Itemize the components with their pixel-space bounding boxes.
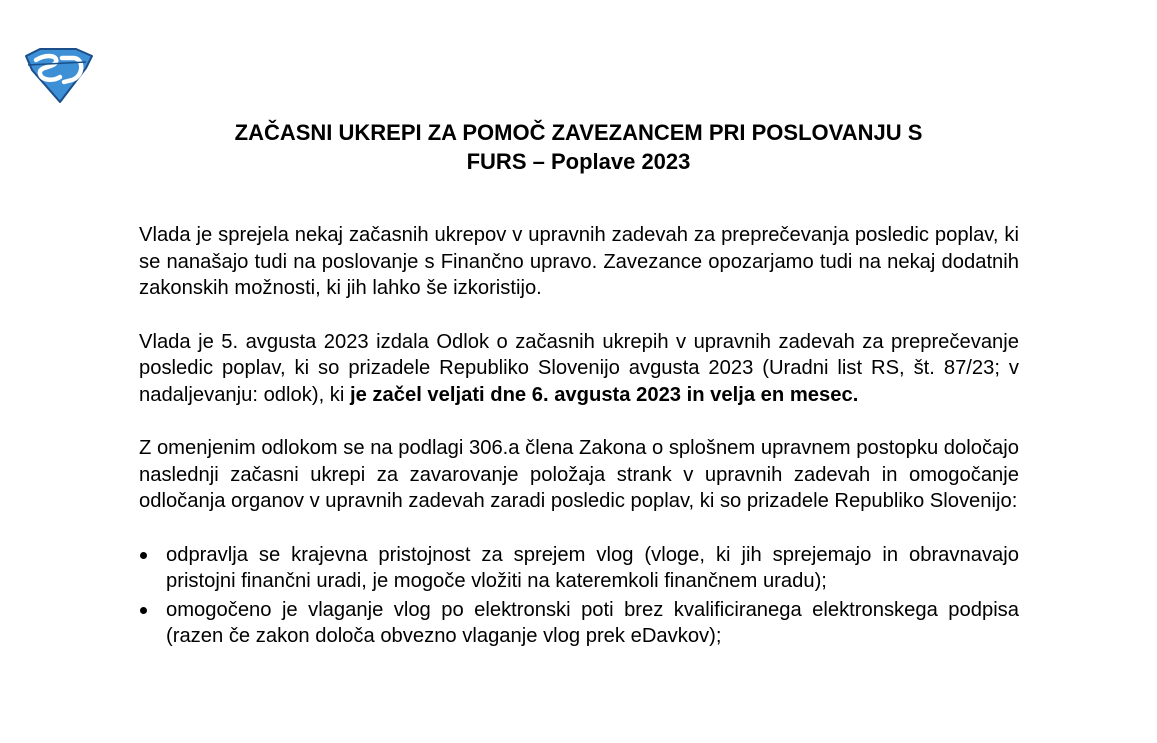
document-title <box>120 118 1037 176</box>
list-item-text: odpravlja se krajevna pristojnost za sprejem vlog (vloge, ki jih sprejemajo in obravnavajo pristojni finančni uradi, je mogoče vložiti na kateremkoli finančnem uradu); <box>166 543 1019 592</box>
list-item <box>139 542 1019 595</box>
list-item-text: omogočeno je vlaganje vlog po elektronski poti brez kvalificiranega elektronskega podpisa (razen če zakon določa obvezno vlaganje vlog prek eDavkov); <box>166 598 1019 647</box>
paragraph-intro: Vlada je sprejela nekaj začasnih ukrepov v upravnih zadevah za preprečevanja posledic poplav, ki se nanašajo tudi na poslovanje s Finančno upravo. Zavezance opozarjamo tudi na nekaj dodatnih zakonskih možnosti, ki jih lahko še izkoristijo. <box>139 224 1019 299</box>
paragraph-decree-text: Vlada je 5. avgusta 2023 izdala Odlok o začasnih ukrepih v upravnih zadevah za preprečevanje posledic poplav, ki so prizadele Republiko Slovenijo avgusta 2023 (Uradni list RS, št. 87/23; v nadaljevanju: odlok), ki <box>139 330 1019 406</box>
bullet-dot-icon <box>140 552 147 559</box>
document-body <box>139 222 1019 652</box>
list-item <box>139 597 1019 650</box>
bullet-dot-icon <box>140 607 147 614</box>
paragraph-measures: Z omenjenim odlokom se na podlagi 306.a člena Zakona o splošnem upravnem postopku določajo naslednji začasni ukrepi za zavarovanje položaja strank v upravnih zadevah in omogočanje odločanja organov v upravnih zadevah zaradi posledic poplav, ki so prizadele Republiko Slovenijo: <box>139 437 1019 512</box>
paragraph-decree <box>139 329 1019 409</box>
furs-logo-icon <box>20 46 96 104</box>
paragraph-decree-bold: je začel veljati dne 6. avgusta 2023 in velja en mesec. <box>349 383 859 406</box>
title-line-2: FURS – Poplave 2023 <box>466 149 691 174</box>
measures-list <box>139 542 1019 650</box>
title-line-1: ZAČASNI UKREPI ZA POMOČ ZAVEZANCEM PRI POSLOVANJU S <box>234 120 923 145</box>
